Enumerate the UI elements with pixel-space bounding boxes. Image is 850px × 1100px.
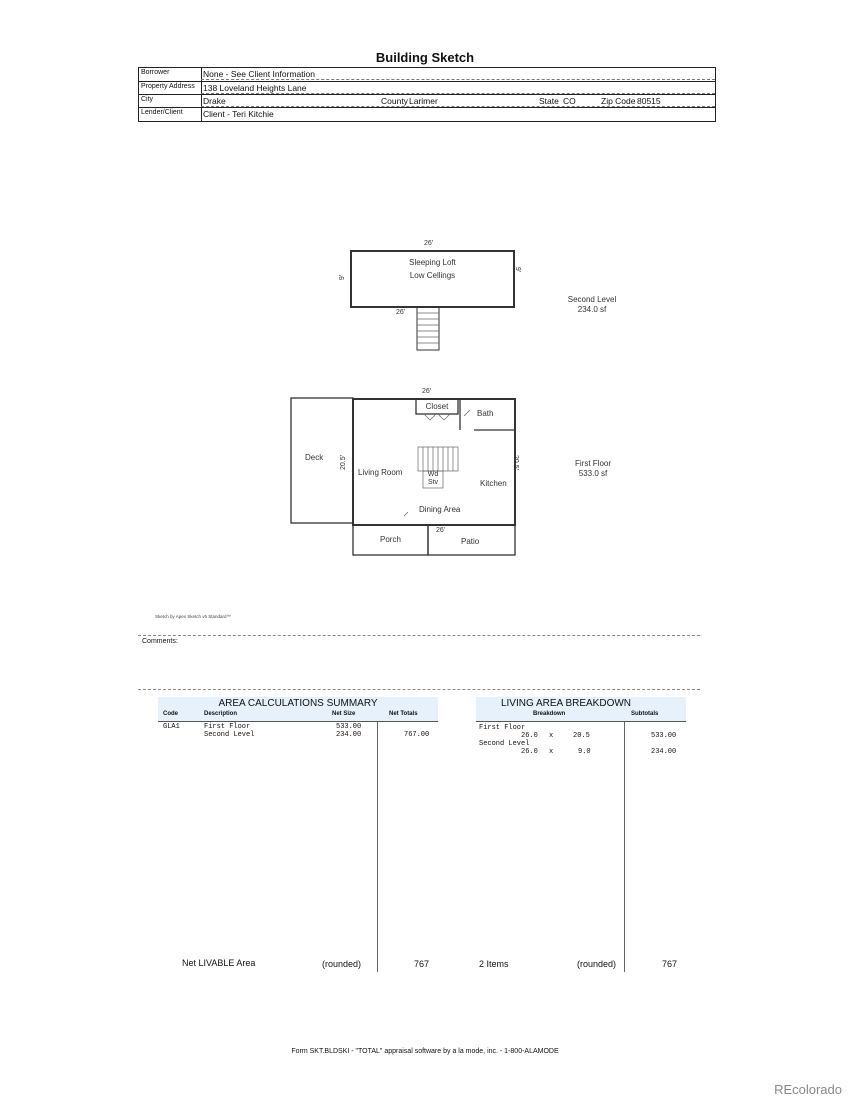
form-footer: Form SKT.BLDSKI - "TOTAL" appraisal software by a la mode, inc. - 1-800-ALAMODE (291, 1048, 559, 1055)
recolorado-watermark: REcolorado (774, 1082, 842, 1097)
second-right-dim: 9' (514, 266, 522, 273)
room-bath: Bath (477, 409, 494, 418)
second-bottom-dim: 26' (396, 309, 406, 316)
room-living: Living Room (358, 468, 403, 477)
second-level-label: Second Level (567, 295, 617, 304)
col-breakdown: Breakdown (533, 711, 566, 717)
breakdown-value: 767 (662, 959, 678, 969)
net-livable-value: 767 (414, 959, 430, 969)
first-floor-label: First Floor (575, 459, 611, 468)
breakdown-row-1-x: x (549, 732, 554, 740)
breakdown-row-2-x: x (549, 748, 554, 756)
col-net-size: Net Size (332, 711, 356, 717)
area-summary-title: AREA CALCULATIONS SUMMARY (218, 698, 378, 709)
breakdown-row-1-b: 20.5 (573, 732, 590, 740)
second-level-area: 234.0 sf (577, 305, 607, 314)
stairs-outline (417, 307, 439, 350)
net-livable-rounded: (rounded) (322, 959, 362, 969)
property-value: 138 Loveland Heights Lane (203, 83, 307, 93)
summary-divider (138, 689, 700, 690)
net-livable-label: Net LIVABLE Area (182, 958, 256, 968)
room-porch: Porch (380, 535, 401, 544)
lender-label: Lender/Client (141, 109, 183, 116)
breakdown-items: 2 Items (479, 959, 509, 969)
col-net-totals: Net Totals (389, 711, 418, 717)
county-label: County (381, 96, 408, 106)
room-sleeping-loft: Sleeping Loft (409, 258, 456, 267)
room-deck: Deck (305, 453, 324, 462)
city-label: City (141, 96, 154, 103)
property-label: Property Address (141, 83, 195, 90)
sketch-credit: Sketch by Apex Sketch v5 Standard™ (155, 614, 232, 619)
col-code: Code (163, 711, 178, 717)
first-bottom-dim: 26' (436, 527, 446, 534)
second-top-dim: 26' (424, 240, 434, 247)
breakdown-row-2-label: Second Level (479, 740, 530, 748)
comments-divider (138, 635, 700, 636)
breakdown-rounded: (rounded) (577, 959, 617, 969)
breakdown-title: LIVING AREA BREAKDOWN (500, 698, 632, 709)
col-subtotals: Subtotals (631, 711, 659, 717)
summary-row-2-net: 234.00 (336, 731, 362, 739)
second-left-dim: 9' (339, 274, 347, 281)
comments-label: Comments: (142, 638, 178, 645)
borrower-label: Borrower (141, 69, 170, 76)
first-floor-area: 533.0 sf (578, 469, 608, 478)
state-label: State (539, 96, 559, 106)
first-left-dim: 20.5' (339, 455, 347, 470)
borrower-value: None - See Client Information (203, 69, 315, 79)
breakdown-row-1-a: 26.0 (521, 732, 538, 740)
col-description: Description (204, 711, 238, 717)
city-value: Drake (203, 96, 226, 106)
summary-row-2-desc: Second Level (204, 731, 255, 739)
first-top-dim: 26' (422, 388, 432, 395)
room-dining: Dining Area (419, 505, 461, 514)
breakdown-row-1-sub: 533.00 (651, 732, 677, 740)
first-right-dim: 20.5' (511, 455, 519, 470)
room-low-ceilings: Low Cellings (409, 271, 456, 280)
county-value: Larimer (409, 96, 438, 106)
summary-total: 767.00 (404, 731, 430, 739)
state-value: CO (563, 96, 576, 106)
room-stv: Stv (427, 479, 439, 486)
summary-row-1-net: 533.00 (336, 723, 362, 731)
room-closet: Closet (425, 402, 449, 411)
room-kitchen: Kitchen (480, 479, 507, 488)
breakdown-row-2-a: 26.0 (521, 748, 538, 756)
page-title: Building Sketch (375, 50, 475, 65)
breakdown-row-1-label: First Floor (479, 724, 526, 732)
room-wd: Wd (427, 471, 439, 478)
summary-row-1-desc: First Floor (204, 723, 251, 731)
zip-value: 80515 (637, 96, 661, 106)
breakdown-row-2-sub: 234.00 (651, 748, 677, 756)
summary-code: GLA1 (163, 723, 180, 731)
zip-label: Zip Code (601, 96, 636, 106)
room-patio: Patio (461, 537, 480, 546)
breakdown-row-2-b: 9.0 (578, 748, 591, 756)
lender-value: Client - Teri Kitchie (203, 109, 274, 119)
